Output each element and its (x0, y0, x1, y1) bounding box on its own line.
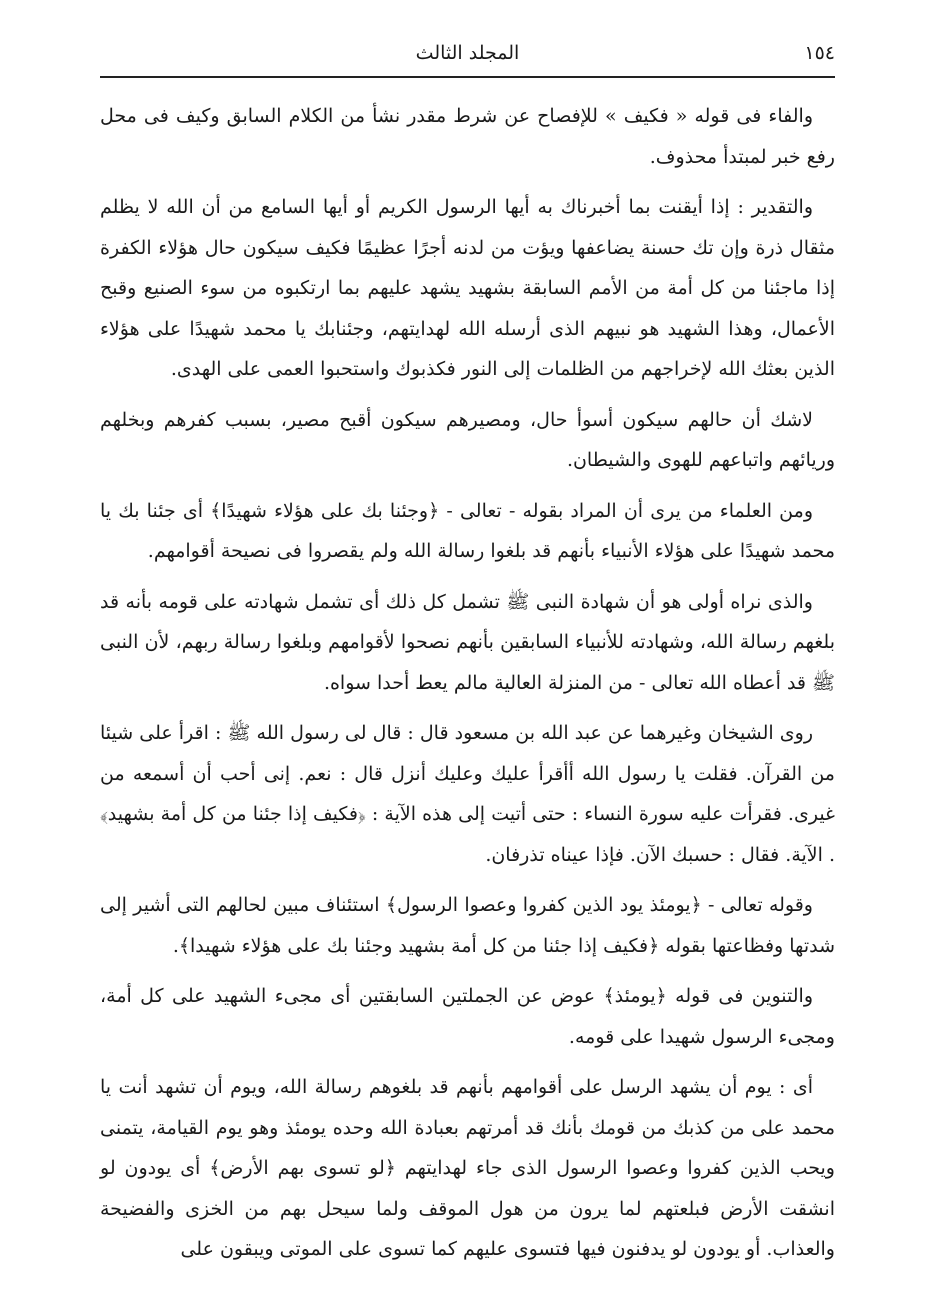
paragraph: أى : يوم أن يشهد الرسل على أقوامهم بأنهم قد بلغوهم رسالة الله، ويوم أن تشهد أنت يا محمد على من كذبك من قومك بأنك قد أمرتهم بعبادة الله وحده يومئذ وهو يوم القيامة، يتمنى ويحب الذين كفروا وعصوا الرسول الذى جاء لهدايتهم ﴿لو تسوى بهم الأرض﴾ أى يودون لو انشقت الأرض فبلعتهم لما يرون من هول الموقف ولما سيحل بهم من الخزى والفضيحة والعذاب. أو يودون لو يدفنون فيها فتسوى عليهم كما تسوى على الموتى ويبقون على (100, 1076, 835, 1260)
paragraph: وقوله تعالى - ﴿يومئذ يود الذين كفروا وعصوا الرسول﴾ استئناف مبين لحالهم التى أشير إلى شدتها وفظاعتها بقوله ﴿فكيف إذا جئنا من كل أمة بشهيد وجئنا بك على هؤلاء شهيدا﴾. (100, 894, 835, 957)
paragraph: ومن العلماء من يرى أن المراد بقوله - تعالى - ﴿وجئنا بك على هؤلاء شهيدًا﴾ أى جئنا بك يا محمد شهيدًا على هؤلاء الأنبياء بأنهم قد بلغوا رسالة الله ولم يقصروا فى نصيحة أقوامهم. (100, 499, 835, 562)
page-number: ١٥٤ (804, 42, 835, 64)
running-title: المجلد الثالث (415, 42, 520, 64)
paragraph: روى الشيخان وغيرهما عن عبد الله بن مسعود قال : قال لى رسول الله ﷺ : اقرأ على شيئا من القرآن. فقلت يا رسول الله أأقرأ عليك وعليك أنزل قال : نعم. إنى أحب أن أسمعه من غيرى. فقرأت عليه سورة النساء : حتى أتيت إلى هذه الآية : ﴿فكيف إذا جئنا من كل أمة بشهيد﴾ . الآية. فقال : حسبك الآن. فإذا عيناه تذرفان. (100, 722, 835, 866)
header-divider (100, 76, 835, 78)
paragraph: والتنوين فى قوله ﴿يومئذ﴾ عوض عن الجملتين السابقتين أى مجىء الشهيد على كل أمة، ومجىء الرسول شهيدا على قومه. (100, 985, 835, 1048)
paragraph: والتقدير : إذا أيقنت بما أخبرناك به أيها الرسول الكريم أو أيها السامع من أن الله لا يظلم مثقال ذرة وإن تك حسنة يضاعفها ويؤت من لدنه أجرًا عظيمًا فكيف سيكون حال هؤلاء الكفرة إذا ماجئنا من كل أمة من الأمم السابقة بشهيد يشهد عليهم بما ارتكبوه من سوء الصنيع وقبح الأعمال، وهذا الشهيد هو نبيهم الذى أرسله الله لهدايتهم، وجئنابك يا محمد شهيدًا على هؤلاء الذين بعثك الله لإخراجهم من الظلمات إلى النور فكذبوك واستحبوا العمى على الهدى. (100, 196, 835, 380)
paragraph: والفاء فى قوله « فكيف » للإفصاح عن شرط مقدر نشأ من الكلام السابق وكيف فى محل رفع خبر لمبتدأ محذوف. (100, 105, 835, 168)
paragraph: والذى نراه أولى هو أن شهادة النبى ﷺ تشمل كل ذلك أى تشمل شهادته على قومه بأنه قد بلغهم رسالة الله، وشهادته للأنبياء السابقين بأنهم نصحوا لأقوامهم وبلغوا رسالة ربهم، لأن النبى ﷺ قد أعطاه الله تعالى - من المنزلة العالية مالم يعط أحدا سواه. (100, 590, 835, 694)
page-body (100, 96, 835, 1280)
paragraph: لاشك أن حالهم سيكون أسوأ حال، ومصيرهم سيكون أقبح مصير، بسبب كفرهم وبخلهم وريائهم واتباعهم للهوى والشيطان. (100, 408, 835, 471)
page-header (100, 40, 835, 74)
